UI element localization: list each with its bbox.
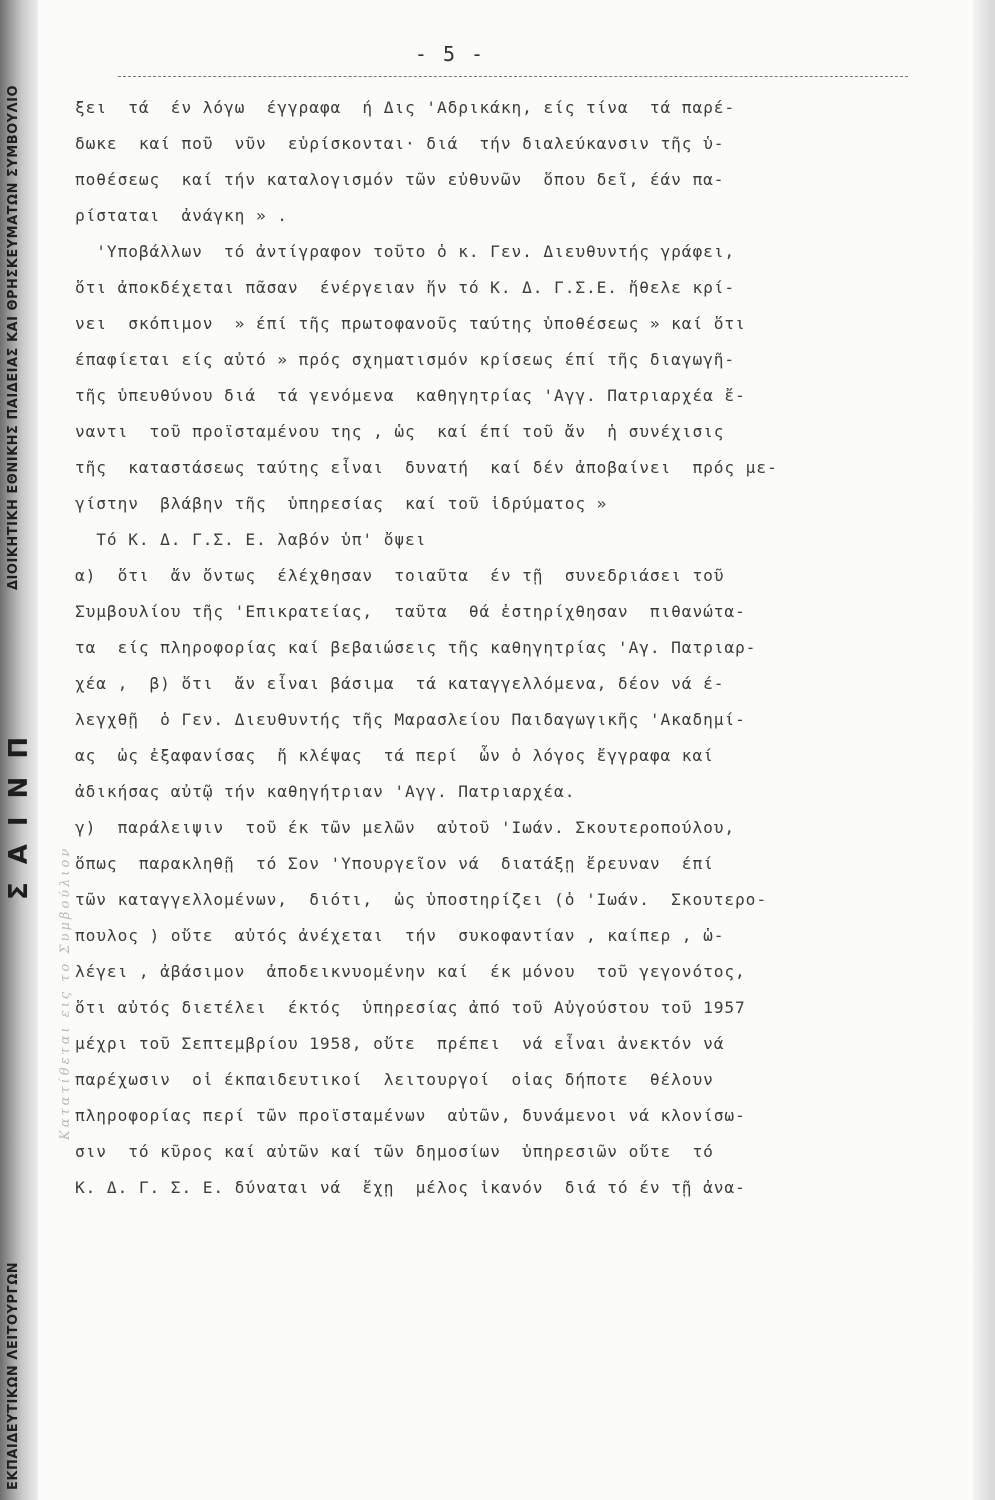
typewritten-body — [75, 90, 945, 1206]
text-line: Συμβουλίου τῆς 'Επικρατείας, ταῦτα θά ἐστηρίχθησαν πιθανώτα- — [75, 602, 746, 621]
text-line: πουλος ) οὔτε αὐτός ἀνέχεται τήν συκοφαντίαν , καίπερ , ὡ- — [75, 926, 725, 945]
text-line: ρίσταται ἀνάγκη » . — [75, 206, 288, 225]
margin-stamp-bottom: ΕΚΠΑΙΔΕΥΤΙΚΩΝ ΛΕΙΤΟΥΡΓΩΝ — [6, 1261, 21, 1490]
text-line: α) ὅτι ἄν ὄντως έλέχθησαν τοιαῦτα έν τῇ συνεδριάσει τοῦ — [75, 566, 725, 585]
header-rule — [118, 76, 908, 77]
margin-stamp-mid: ΣΑΙΝΠ — [4, 718, 34, 900]
archive-margin-stamp — [0, 0, 38, 1500]
text-line: Κ. Δ. Γ. Σ. Ε. δύναται νά ἔχῃ μέλος ἱκανόν διά τό έν τῇ ἀνα- — [75, 1178, 746, 1197]
margin-handwriting: Κατατίθεται εις το Συμβούλιον — [58, 845, 73, 1140]
text-line: γ) παράλειψιν τοῦ έκ τῶν μελῶν αὐτοῦ 'Ιωάν. Σκουτεροπούλου, — [75, 818, 736, 837]
text-line: λέγει , ἀβάσιμον ἀποδεικνυομένην καί έκ μόνου τοῦ γεγονότος, — [75, 962, 746, 981]
text-line: δωκε καί ποῦ νῦν εὑρίσκονται· διά τήν διαλεύκανσιν τῆς ὑ- — [75, 134, 725, 153]
text-line: τῶν καταγγελλομένων, διότι, ὡς ὑποστηρίζει (ὁ 'Ιωάν. Σκουτερο- — [75, 890, 767, 909]
text-line: ποθέσεως καί τήν καταλογισμόν τῶν εὐθυνῶν ὅπου δεῖ, έάν πα- — [75, 170, 725, 189]
text-line: γίστην βλάβην τῆς ὑπηρεσίας καί τοῦ ἱδρύματος » — [75, 494, 608, 513]
text-line: χέα , β) ὅτι ἄν εἶναι βάσιμα τά καταγγελλόμενα, δέον νά έ- — [75, 674, 725, 693]
page-number: - 5 - — [414, 42, 486, 66]
text-line: τῆς ὑπευθύνου διά τά γενόμενα καθηγητρίας 'Αγγ. Πατριαρχέα ἔ- — [75, 386, 746, 405]
text-line: πληροφορίας περί τῶν προϊσταμένων αὐτῶν, δυνάμενοι νά κλονίσω- — [75, 1106, 746, 1125]
text-line: παρέχωσιν οἱ έκπαιδευτικοί λειτουργοί οἱας δήποτε θέλουν — [75, 1070, 714, 1089]
text-line: ἀδικήσας αὐτῷ τήν καθηγήτριαν 'Αγγ. Πατριαρχέα. — [75, 782, 576, 801]
text-line: ὅτι αὐτός διετέλει έκτός ὑπηρεσίας ἀπό τοῦ Αὐγούστου τοῦ 1957 — [75, 998, 746, 1017]
text-line: ξει τά έν λόγω έγγραφα ή Δις 'Αδρικάκη, είς τίνα τά παρέ- — [75, 98, 736, 117]
margin-stamp-top: ΔΙΟΙΚΗΤΙΚΗ ΕΘΝΙΚΗΣ ΠΑΙΔΕΙΑΣ ΚΑΙ ΘΡΗΣΚΕΥΜΑΤΩΝ ΣΥΜΒΟΥΛΙΟ — [6, 84, 21, 590]
text-line: νει σκόπιμον » έπί τῆς πρωτοφανοῦς ταύτης ὑποθέσεως » καί ὅτι — [75, 314, 746, 333]
text-line: Τό Κ. Δ. Γ.Σ. Ε. λαβόν ὑπ' ὄψει — [75, 530, 427, 549]
page-right-edge — [973, 0, 995, 1500]
text-line: σιν τό κῦρος καί αὐτῶν καί τῶν δημοσίων ὑπηρεσιῶν οὔτε τό — [75, 1142, 714, 1161]
text-line: ναντι τοῦ προϊσταμένου της , ὡς καί έπί τοῦ ἄν ἡ συνέχισις — [75, 422, 725, 441]
text-line: λεγχθῇ ὁ Γεν. Διευθυντής τῆς Μαρασλείου Παιδαγωγικῆς 'Ακαδημί- — [75, 710, 746, 729]
text-line: μέχρι τοῦ Σεπτεμβρίου 1958, οὔτε πρέπει νά εἶναι ἀνεκτόν νά — [75, 1034, 725, 1053]
text-line: τα είς πληροφορίας καί βεβαιώσεις τῆς καθηγητρίας 'Αγ. Πατριαρ- — [75, 638, 757, 657]
text-line: τῆς καταστάσεως ταύτης εἶναι δυνατή καί δέν ἀποβαίνει πρός με- — [75, 458, 778, 477]
text-line: ας ὡς ἐξαφανίσας ἤ κλέψας τά περί ὧν ὁ λόγος ἔγγραφα καί — [75, 746, 714, 765]
text-line: 'Υποβάλλων τό ἀντίγραφον τοῦτο ὁ κ. Γεν. Διευθυντής γράφει, — [75, 242, 736, 261]
text-line: ὅπως παρακληθῇ τό Σον 'Υπουργεῖον νά διατάξῃ ἔρευναν έπί — [75, 854, 714, 873]
text-line: ὅτι ἀποκδέχεται πᾶσαν ένέργειαν ἥν τό Κ. Δ. Γ.Σ.Ε. ἤθελε κρί- — [75, 278, 736, 297]
text-line: έπαφίεται είς αὐτό » πρός σχηματισμόν κρίσεως έπί τῆς διαγωγῆ- — [75, 350, 736, 369]
